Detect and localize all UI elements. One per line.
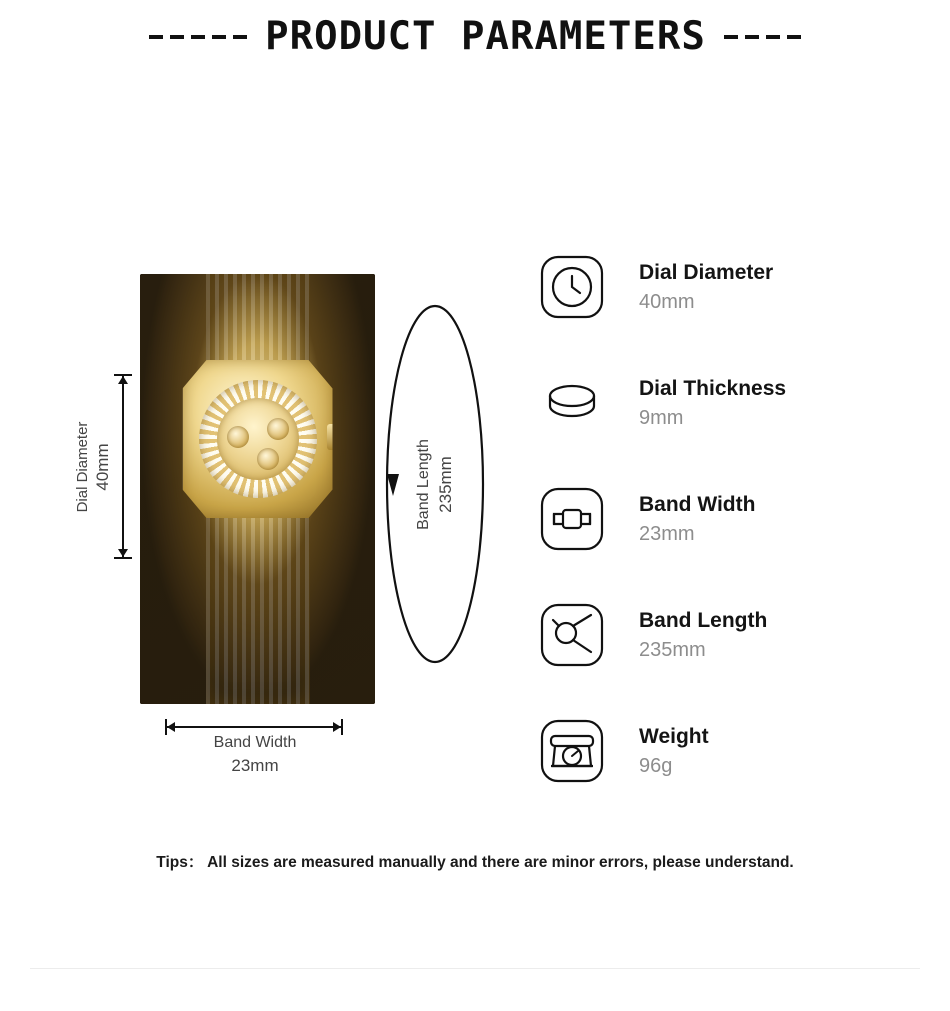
dial-diameter-callout-label: Dial Diameter: [73, 421, 91, 512]
spec-row-dial-diameter: [535, 229, 915, 345]
spec-text: [639, 376, 786, 429]
sub-dial: [257, 448, 279, 470]
band-width-callout-value: 23mm: [231, 756, 279, 775]
page-title: PRODUCT PARAMETERS: [265, 14, 706, 59]
header-dashes-right: [724, 35, 801, 39]
dial-diameter-callout-value: 40mm: [92, 442, 112, 491]
dash-mark: [233, 35, 247, 39]
spec-label: Weight: [639, 725, 709, 749]
spec-value: 96g: [639, 754, 673, 777]
spec-label: Dial Diameter: [639, 261, 774, 285]
page-header: [0, 0, 950, 59]
caliper-arrow-right-icon: [333, 722, 341, 732]
spec-text: [639, 260, 773, 313]
dash-mark: [745, 35, 759, 39]
caliper-arrow-up-icon: [118, 376, 128, 384]
dial-diameter-callout: [74, 421, 113, 512]
dash-mark: [724, 35, 738, 39]
content-area: [0, 59, 950, 777]
footer-divider: [30, 968, 920, 969]
spec-label: Dial Thickness: [639, 377, 787, 401]
tips-note: Tips： All sizes are measured manually and there are minor errors, please understand.: [156, 854, 794, 871]
header-dashes-left: [149, 35, 247, 39]
spec-text: [639, 608, 767, 661]
dash-mark: [787, 35, 801, 39]
caliper-line: [165, 726, 343, 728]
dial-diameter-caliper: [73, 374, 134, 559]
band-length-icon: [535, 598, 609, 672]
dash-mark: [170, 35, 184, 39]
spec-text: [639, 724, 709, 777]
spec-label: Band Width: [639, 493, 756, 517]
dash-mark: [149, 35, 163, 39]
product-photo: [140, 274, 375, 704]
spec-row-weight: [535, 693, 915, 809]
spec-value: 40mm: [639, 290, 695, 313]
caliper-arrow-left-icon: [167, 722, 175, 732]
band-length-loop-icon: [380, 299, 490, 669]
spec-value: 9mm: [639, 406, 684, 429]
band-length-callout-label: Band Length: [414, 438, 432, 530]
spec-list: [535, 229, 915, 809]
watch-icon: [535, 250, 609, 324]
kitchen-scale-icon: [535, 714, 609, 788]
spec-row-band-length: [535, 577, 915, 693]
watch-case: [183, 360, 333, 518]
spec-label: Band Length: [639, 609, 768, 633]
caliper-line: [122, 374, 124, 559]
band-width-icon: [535, 482, 609, 556]
spec-value: 23mm: [639, 522, 695, 545]
band-length-loop: [380, 299, 490, 669]
watch-dial: [217, 398, 299, 480]
caliper-arrow-down-icon: [118, 549, 128, 557]
dash-mark: [766, 35, 780, 39]
spec-row-dial-thickness: [535, 345, 915, 461]
dash-mark: [212, 35, 226, 39]
dash-mark: [191, 35, 205, 39]
sub-dial: [267, 418, 289, 440]
band-width-callout: [130, 734, 380, 776]
sub-dial: [227, 426, 249, 448]
spec-text: [639, 492, 755, 545]
spec-value: 235mm: [639, 638, 706, 661]
band-length-callout-value: 235mm: [435, 455, 455, 513]
measurement-diagram: [60, 209, 520, 809]
band-width-callout-label: Band Width: [213, 734, 297, 751]
disc-icon: [535, 366, 609, 440]
spec-row-band-width: [535, 461, 915, 577]
